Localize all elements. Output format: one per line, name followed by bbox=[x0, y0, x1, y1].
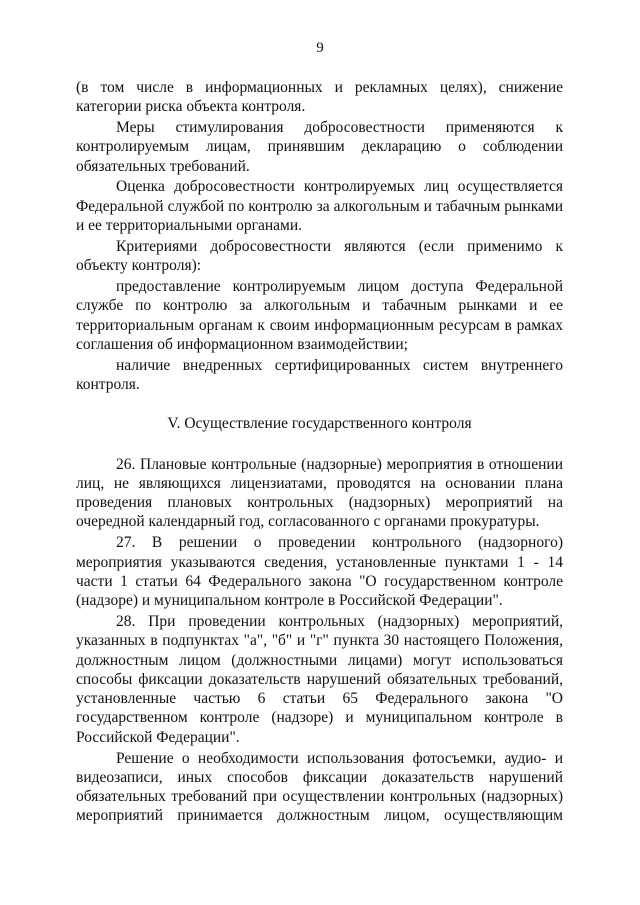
paragraph: Решение о необходимости использования фотосъемки, аудио- и видеозаписи, иных способов фиксации доказательств нарушений обязательных требований при осуществлении контрольных (надзорных) мероприятий принимается должностным лицом, осуществляющим bbox=[76, 749, 563, 825]
paragraph: 27. В решении о проведении контрольного (надзорного) мероприятия указываются сведения, установленные пунктами 1 - 14 части 1 статьи 64 Федерального закона "О государственном контроле (надзоре) и муниципальном контроле в Российской Федерации". bbox=[76, 534, 563, 610]
paragraph: Меры стимулирования добросовестности применяются к контролируемым лицам, принявшим декларацию о соблюдении обязательных требований. bbox=[76, 119, 563, 175]
document-body bbox=[76, 78, 563, 827]
paragraph: (в том числе в информационных и рекламных целях), снижение категории риска объекта контроля. bbox=[76, 79, 563, 116]
page-number: 9 bbox=[316, 40, 324, 56]
paragraph: наличие внедренных сертифицированных систем внутреннего контроля. bbox=[76, 356, 563, 393]
section-heading: V. Осуществление государственного контроля bbox=[167, 415, 472, 433]
paragraph: предоставление контролируемым лицом доступа Федеральной службе по контролю за алкогольным и табачным рынками и ее территориальным органам к своим информационным ресурсам в рамках соглашения об информационном взаимодействии; bbox=[76, 277, 563, 353]
paragraph: 26. Плановые контрольные (надзорные) мероприятия в отношении лиц, не являющихся лицензиатами, проводятся на основании плана проведения плановых контрольных (надзорных) мероприятий на очередной календарный год, согласованного с органами прокуратуры. bbox=[76, 455, 563, 531]
paragraph: Критериями добросовестности являются (если применимо к объекту контроля): bbox=[76, 237, 563, 275]
paragraph: 28. При проведении контрольных (надзорных) мероприятий, указанных в подпунктах "а", "б" и "г" пункта 30 настоящего Положения, должностным лицом (должностными лицами) могут использоваться способы фиксации доказательств нарушений обязательных требований, установленные частью 6 статьи 65 Федерального закона "О государственном контроле (надзоре) и муниципальном контроле в Российской Федерации". bbox=[76, 612, 563, 746]
paragraph: Оценка добросовестности контролируемых лиц осуществляется Федеральной службой по контролю за алкогольным и табачным рынками и ее территориальными органами. bbox=[76, 178, 563, 235]
